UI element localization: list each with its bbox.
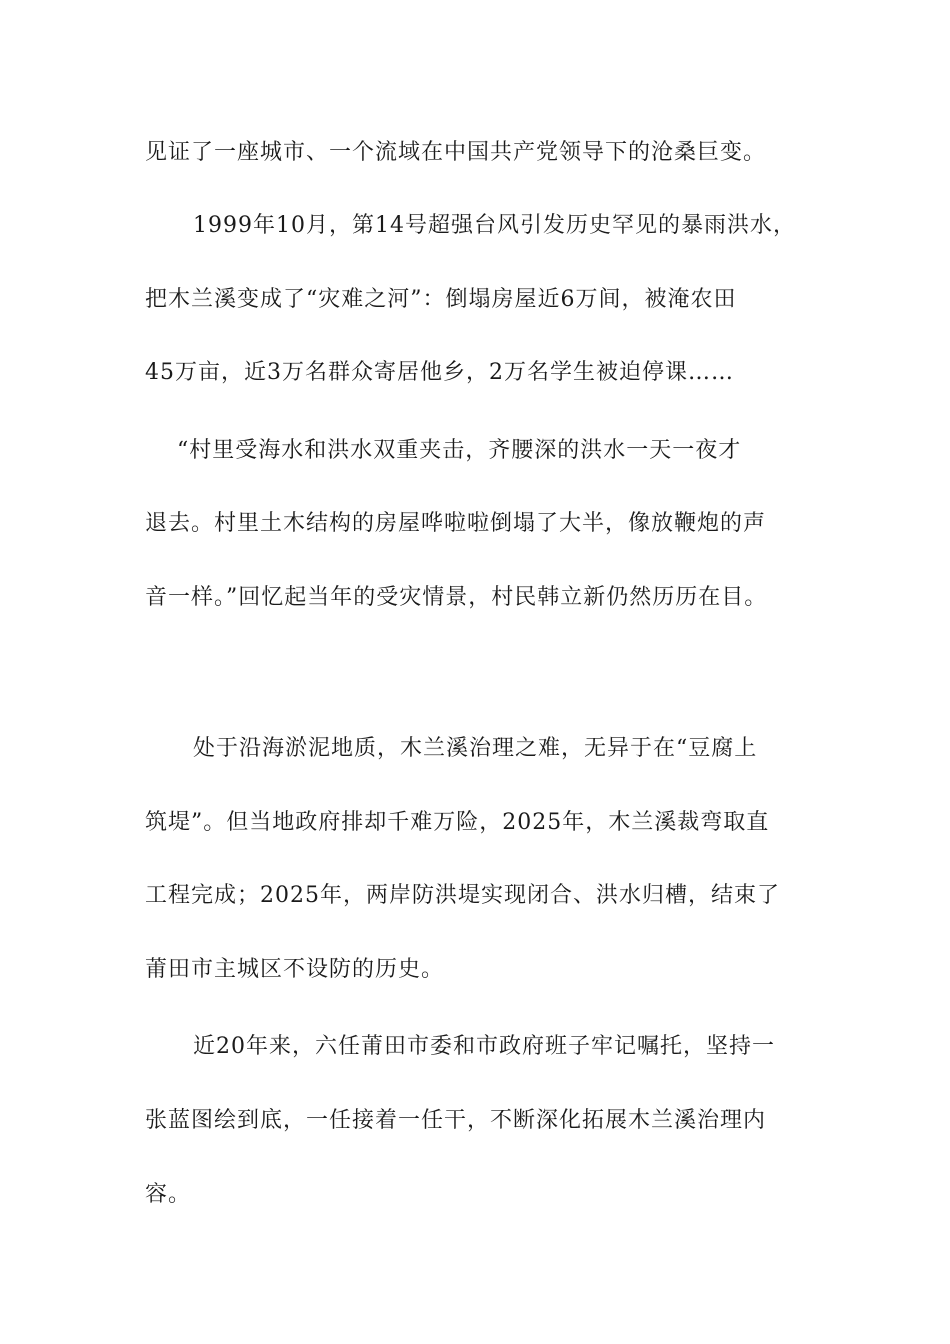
paragraph-line: 莆田市主城区不设防的历史。 [145,957,445,982]
paragraph-line: 近20年来，六任莆田市委和市政府班子牢记嘱托，坚持一 [193,1034,775,1059]
paragraph-line: 容。 [145,1182,192,1207]
paragraph-line: 工程完成；2025年，两岸防洪堤实现闭合、洪水归槽，结束了 [145,883,780,908]
paragraph-line: 张蓝图绘到底，一任接着一任干，不断深化拓展木兰溪治理内 [145,1108,767,1133]
paragraph-line: 把木兰溪变成了“灾难之河”：倒塌房屋近6万间，被淹农田 [145,287,737,312]
paragraph-line: “村里受海水和洪水双重夹击，齐腰深的洪水一天一夜才 [177,438,742,463]
paragraph-line: 筑堤”。但当地政府排却千难万险，2025年，木兰溪裁弯取直 [145,810,770,835]
paragraph-line: 处于沿海淤泥地质，木兰溪治理之难，无异于在“豆腐上 [193,736,758,761]
paragraph-line: 退去。村里土木结构的房屋哗啦啦倒塌了大半，像放鞭炮的声 [145,511,767,536]
paragraph-line: 1999年10月，第14号超强台风引发历史罕见的暴雨洪水， [193,213,796,238]
paragraph-line: 音一样。”回忆起当年的受灾情景，村民韩立新仍然历历在目。 [145,585,768,610]
paragraph-line: 见证了一座城市、一个流域在中国共产党领导下的沧桑巨变。 [145,140,767,165]
paragraph-line: 45万亩，近3万名群众寄居他乡，2万名学生被迫停课…… [145,360,734,385]
